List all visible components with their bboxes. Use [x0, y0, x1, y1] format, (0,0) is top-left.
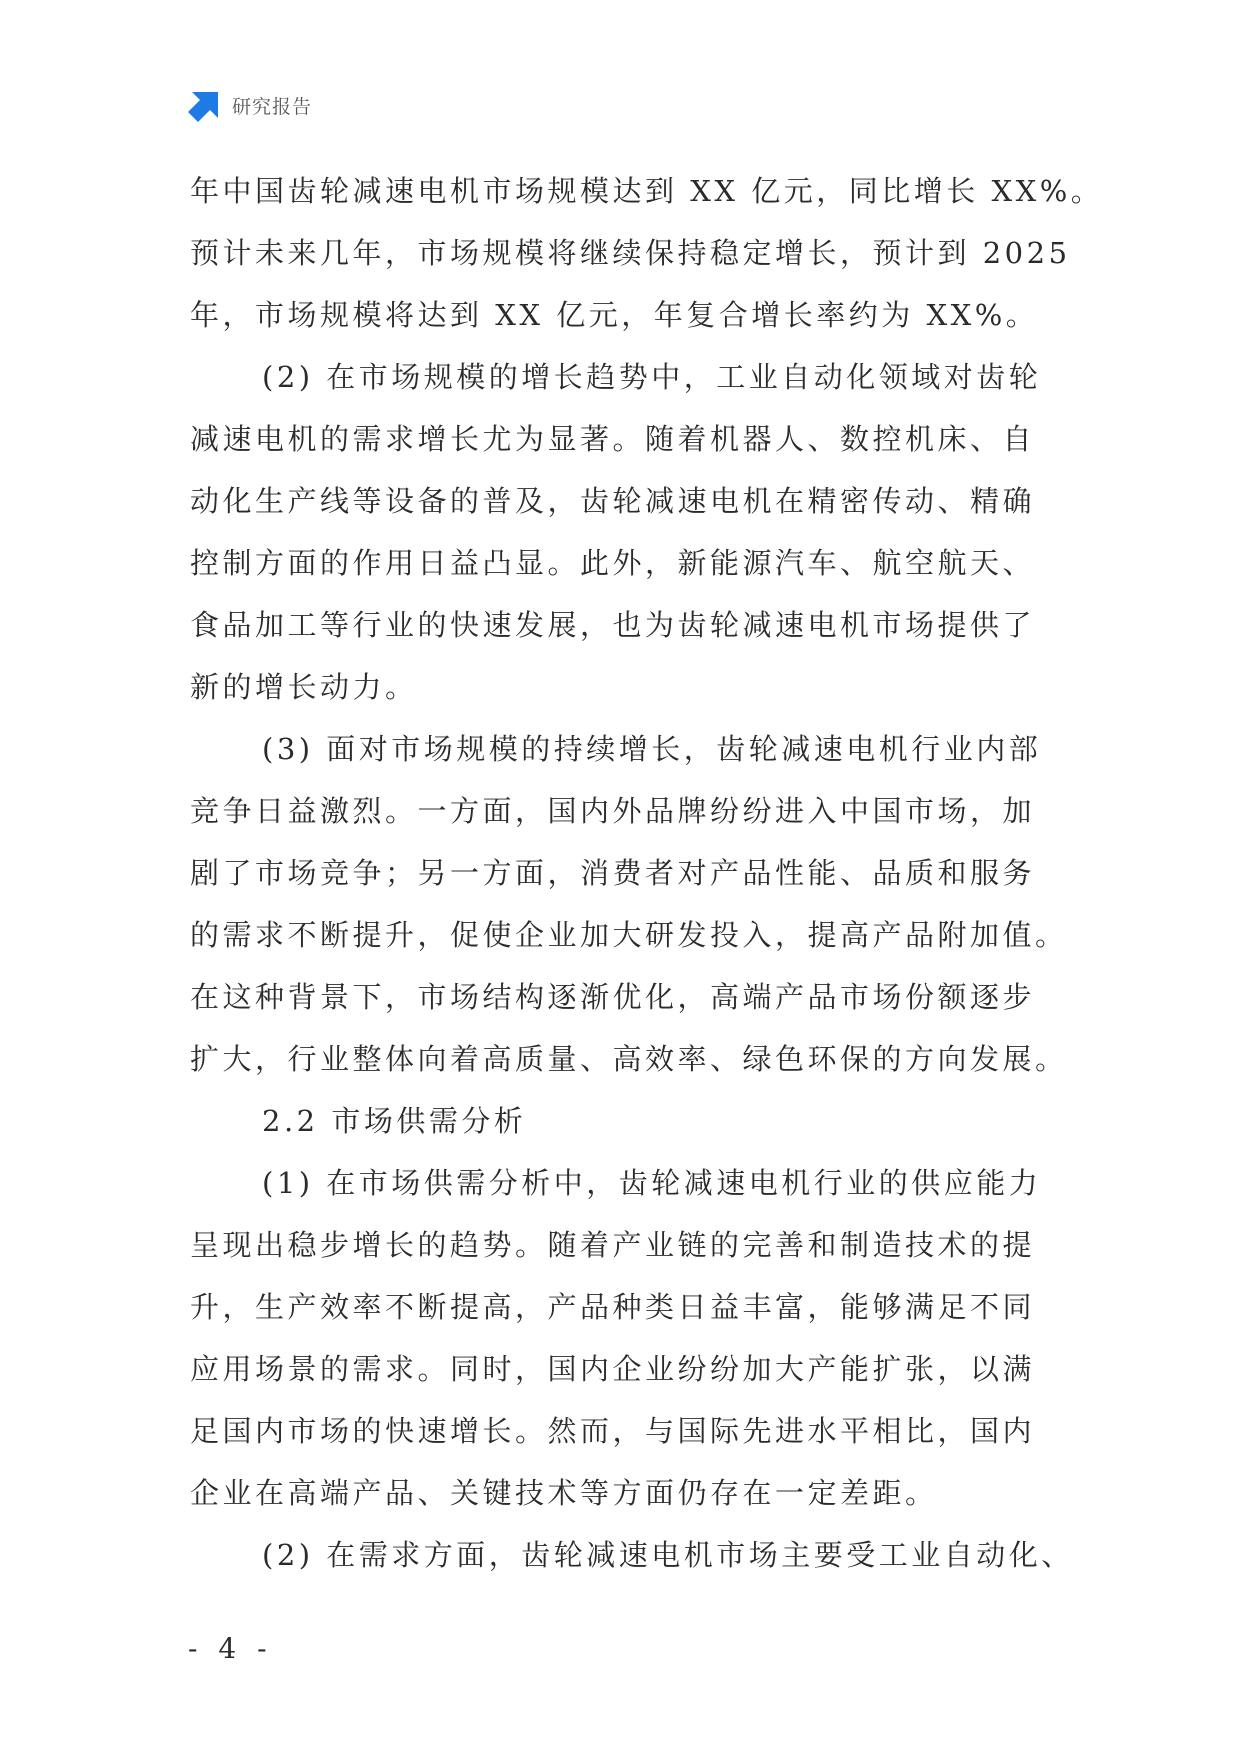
body-line: 在这种背景下，市场结构逐渐优化，高端产品市场份额逐步 — [190, 980, 1036, 1014]
body-line: 新的增长动力。 — [190, 670, 418, 704]
body-line: 竞争日益激烈。一方面，国内外品牌纷纷进入中国市场，加 — [190, 794, 1036, 828]
body-line: 预计未来几年，市场规模将继续保持稳定增长，预计到 2025 — [190, 236, 1071, 270]
body-line: 升，生产效率不断提高，产品种类日益丰富，能够满足不同 — [190, 1290, 1036, 1324]
paragraph-start: (2) 在市场规模的增长趋势中，工业自动化领域对齿轮 — [262, 360, 1042, 394]
paragraph-start: (1) 在市场供需分析中，齿轮减速电机行业的供应能力 — [262, 1166, 1042, 1200]
body-line: 年，市场规模将达到 XX 亿元，年复合增长率约为 XX%。 — [190, 298, 1039, 332]
body-line: 应用场景的需求。同时，国内企业纷纷加大产能扩张，以满 — [190, 1352, 1036, 1386]
body-line: 企业在高端产品、关键技术等方面仍存在一定差距。 — [190, 1476, 938, 1510]
body-line: 扩大，行业整体向着高质量、高效率、绿色环保的方向发展。 — [190, 1042, 1068, 1076]
section-heading: 2.2 市场供需分析 — [262, 1104, 527, 1138]
document-body — [190, 160, 1104, 1586]
arrow-up-right-icon — [188, 88, 222, 122]
body-line: 年中国齿轮减速电机市场规模达到 XX 亿元，同比增长 XX%。 — [190, 174, 1104, 208]
page-number: - 4 - — [188, 1632, 273, 1665]
paragraph-start: (3) 面对市场规模的持续增长，齿轮减速电机行业内部 — [262, 732, 1042, 766]
body-line: 食品加工等行业的快速发展，也为齿轮减速电机市场提供了 — [190, 608, 1036, 642]
body-line: 足国内市场的快速增长。然而，与国际先进水平相比，国内 — [190, 1414, 1036, 1448]
body-line: 控制方面的作用日益凸显。此外，新能源汽车、航空航天、 — [190, 546, 1036, 580]
body-line: 的需求不断提升，促使企业加大研发投入，提高产品附加值。 — [190, 918, 1068, 952]
page-header — [188, 88, 312, 122]
paragraph-start: (2) 在需求方面，齿轮减速电机市场主要受工业自动化、 — [262, 1538, 1074, 1572]
body-line: 动化生产线等设备的普及，齿轮减速电机在精密传动、精确 — [190, 484, 1036, 518]
body-line: 呈现出稳步增长的趋势。随着产业链的完善和制造技术的提 — [190, 1228, 1036, 1262]
header-title: 研究报告 — [232, 95, 313, 118]
body-line: 剧了市场竞争；另一方面，消费者对产品性能、品质和服务 — [190, 856, 1036, 890]
body-line: 减速电机的需求增长尤为显著。随着机器人、数控机床、自 — [190, 422, 1036, 456]
